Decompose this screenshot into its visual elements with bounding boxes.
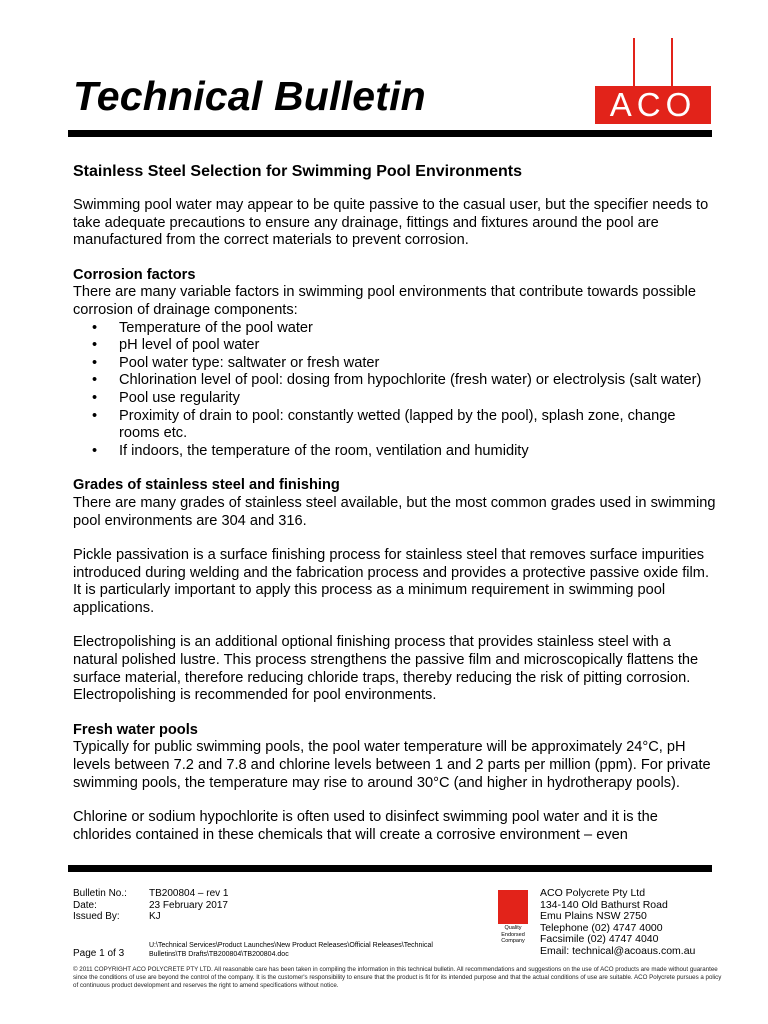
file-path: U:\Technical Services\Product Launches\New Product Releases\Official Releases\Technical Bulletins\TB Drafts\TB200804\TB200804.doc	[149, 942, 433, 958]
section-heading-corrosion: Corrosion factors	[73, 266, 196, 283]
grades-paragraph-3: Electropolishing is an additional optional finishing process that provides stainless steel with a natural polished lustre. This process strengthens the passive film and microscopically flattens the surface material, therefore reducing chloride traps, thereby reducing the risk of pitting corrosion. Electropolishing is recommended for pool environments.	[73, 634, 699, 704]
list-item: • Pool use regularity	[73, 390, 719, 408]
corrosion-intro: There are many variable factors in swimming pool environments that contribute towards possible corrosion of drainage components:	[73, 284, 696, 318]
grades-paragraph-2: Pickle passivation is a surface finishing process for stainless steel that removes surface impurities introduced during welding and the fabrication process and provides a protective passive oxide film. It is particularly important to apply this process as a minimum requirement in swimming pool applications.	[73, 547, 710, 616]
list-item: • pH level of pool water	[73, 337, 719, 355]
quality-mark-icon	[498, 890, 528, 924]
telephone: Telephone (02) 4747 4000	[540, 921, 663, 934]
issued-by-value: KJ	[149, 911, 161, 922]
bulletin-number-value: TB200804 – rev 1	[149, 888, 229, 899]
page-number: Page 1 of 3	[73, 948, 125, 959]
fresh-water-paragraph-2: Chlorine or sodium hypochlorite is often used to disinfect swimming pool water and it is the chlorides contained in these chemicals that will create a corrosive environment – even	[73, 809, 658, 843]
corrosion-factor-list	[73, 320, 719, 461]
address-line-1: 134-140 Old Bathurst Road	[540, 898, 668, 911]
list-item: • Temperature of the pool water	[73, 320, 719, 338]
footer-divider	[68, 865, 712, 872]
section-heading-fresh-water: Fresh water pools	[73, 721, 198, 738]
address-line-2: Emu Plains NSW 2750	[540, 910, 647, 923]
copyright-notice: © 2011 COPYRIGHT ACO POLYCRETE PTY LTD. All reasonable care has been taken in compiling the information in this technical bulletin. All recommendations and suggestions on the use of ACO products are made without guarantee since the conditions of use are beyond the control of the company. It is the customer's responsibility to ensure that the product is fit for its intended purpose and that the actual conditions of use are suitable. ACO Polycrete pursues a policy of continuous product development and reserves the right to amend specifications without notice.	[73, 966, 722, 989]
facsimile: Facsimile (02) 4747 4040	[540, 933, 659, 946]
bulletin-number-label: Bulletin No.:	[73, 888, 127, 899]
logo-segment	[673, 38, 711, 86]
intro-paragraph: Swimming pool water may appear to be quite passive to the casual user, but the specifier needs to take adequate precautions to ensure any drainage, fittings and fixtures around the pool are manufactured from the correct materials to prevent corrosion.	[73, 197, 709, 249]
logo-segment	[635, 38, 671, 86]
section-heading-grades: Grades of stainless steel and finishing	[73, 477, 340, 494]
quality-badge-text: Quality Endorsed Company	[501, 925, 525, 944]
issued-by-label: Issued By:	[73, 911, 120, 922]
company-name: ACO Polycrete Pty Ltd	[540, 887, 646, 899]
logo-segment	[595, 38, 633, 86]
grades-paragraph-1: There are many grades of stainless steel available, but the most common grades used in swimming pool environments are 304 and 316.	[73, 494, 716, 529]
page-title: Technical Bulletin	[73, 73, 426, 119]
fresh-water-paragraph-1: Typically for public swimming pools, the pool water temperature will be approximately 24°C, pH levels between 7.2 and 7.8 and chlorine levels between 1 and 2 parts per million (ppm). For private swimming pools, the temperature may rise to around 30°C (and higher in hydrotherapy pools).	[73, 739, 711, 791]
company-address	[540, 888, 695, 958]
header-divider	[68, 130, 712, 137]
aco-logo	[595, 38, 711, 124]
list-item: • Chlorination level of pool: dosing from hypochlorite (fresh water) or electrolysis (salt water)	[73, 372, 719, 390]
document-subtitle: Stainless Steel Selection for Swimming Pool Environments	[73, 163, 522, 180]
logo-wordmark: ACO	[609, 86, 697, 123]
list-item: • Proximity of drain to pool: constantly wetted (lapped by the pool), splash zone, change rooms etc.	[73, 408, 719, 443]
bulletin-body	[73, 162, 719, 844]
list-item: • Pool water type: saltwater or fresh water	[73, 355, 719, 373]
list-item: • If indoors, the temperature of the room, ventilation and humidity	[73, 443, 719, 461]
date-value: 23 February 2017	[149, 899, 228, 911]
email[interactable]: Email: technical@acoaus.com.au	[540, 944, 696, 957]
quality-badge	[498, 890, 528, 954]
date-label: Date:	[73, 899, 97, 911]
